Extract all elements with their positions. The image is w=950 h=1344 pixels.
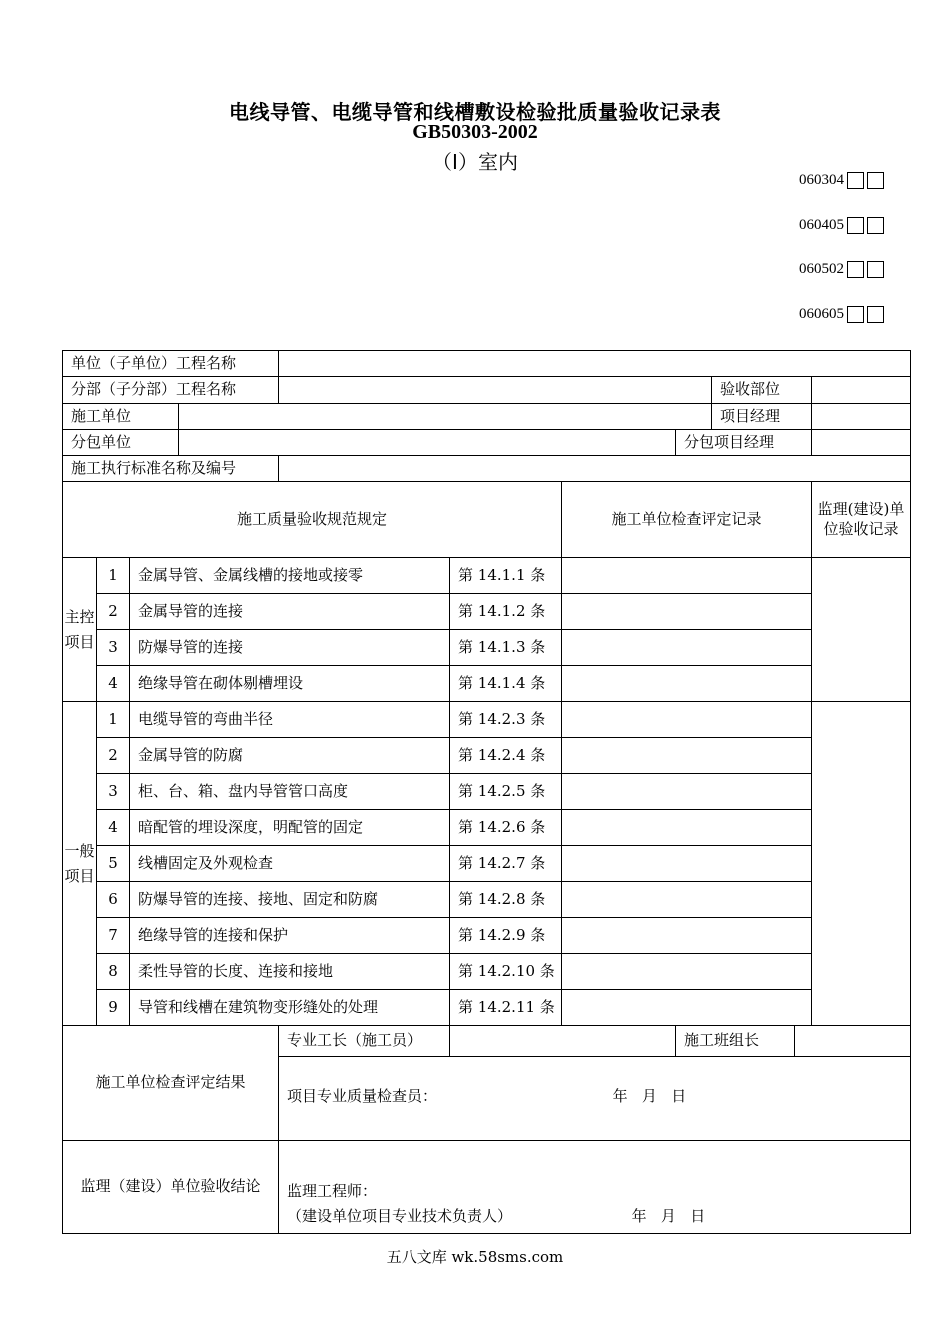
table-row <box>63 846 911 882</box>
acceptance-part-label: 验收部位 <box>712 377 812 404</box>
unit-project-name-field[interactable] <box>279 351 911 377</box>
item-number: 4 <box>97 810 130 846</box>
item-description: 线槽固定及外观检查 <box>130 846 450 882</box>
item-description: 导管和线槽在建筑物变形缝处的处理 <box>130 990 450 1026</box>
check-record-field[interactable] <box>562 810 812 846</box>
foreman-label: 专业工长（施工员） <box>279 1026 450 1057</box>
item-description: 金属导管、金属线槽的接地或接零 <box>130 558 450 594</box>
inspection-record-table <box>62 350 911 1234</box>
code-box[interactable] <box>847 217 864 234</box>
check-record-field[interactable] <box>562 630 812 666</box>
item-number: 2 <box>97 738 130 774</box>
check-record-field[interactable] <box>562 774 812 810</box>
item-clause: 第 14.2.3 条 <box>450 702 562 738</box>
foreman-field[interactable] <box>450 1026 676 1057</box>
item-clause: 第 14.2.9 条 <box>450 918 562 954</box>
check-record-field[interactable] <box>562 666 812 702</box>
table-row <box>63 594 911 630</box>
item-clause: 第 14.1.1 条 <box>450 558 562 594</box>
engineer-label: 监理工程师： <box>287 1182 378 1200</box>
subcontract-unit-label: 分包单位 <box>63 430 179 456</box>
supervision-record-field[interactable] <box>812 558 911 702</box>
footer-watermark: 五八文库 wk.58sms.com <box>386 1248 564 1266</box>
item-number: 7 <box>97 918 130 954</box>
item-description: 金属导管的防腐 <box>130 738 450 774</box>
item-clause: 第 14.2.5 条 <box>450 774 562 810</box>
acceptance-part-field[interactable] <box>812 377 911 404</box>
general-items-label: 一般项目 <box>63 702 97 1026</box>
table-row <box>63 918 911 954</box>
spec-column-header: 施工质量验收规范规定 <box>63 482 562 558</box>
unit-project-name-label: 单位（子单位）工程名称 <box>63 351 279 377</box>
check-record-field[interactable] <box>562 738 812 774</box>
subcontract-manager-field[interactable] <box>812 430 911 456</box>
form-code-row <box>799 217 884 234</box>
table-row <box>63 810 911 846</box>
item-number: 3 <box>97 774 130 810</box>
conclusion-signature-area[interactable] <box>279 1141 911 1234</box>
check-record-field[interactable] <box>562 954 812 990</box>
item-clause: 第 14.1.3 条 <box>450 630 562 666</box>
form-code-row <box>799 172 884 189</box>
standard-code: GB50303-2002 <box>412 121 538 143</box>
conclusion-date: 年 月 日 <box>631 1207 706 1225</box>
check-column-header: 施工单位检查评定记录 <box>562 482 812 558</box>
code-box[interactable] <box>867 306 884 323</box>
sub-project-name-field[interactable] <box>279 377 712 404</box>
table-row <box>63 990 911 1026</box>
table-row <box>63 558 911 594</box>
item-description: 柜、台、箱、盘内导管管口高度 <box>130 774 450 810</box>
construction-unit-label: 施工单位 <box>63 404 179 430</box>
section-label: （Ⅰ）室内 <box>432 150 518 174</box>
item-description: 绝缘导管的连接和保护 <box>130 918 450 954</box>
item-number: 1 <box>97 558 130 594</box>
form-code: 060405 <box>799 217 844 233</box>
result-date: 年 月 日 <box>612 1086 687 1105</box>
item-description: 防爆导管的连接、接地、固定和防腐 <box>130 882 450 918</box>
main-items-label: 主控项目 <box>63 558 97 702</box>
code-box[interactable] <box>847 261 864 278</box>
subcontract-unit-field[interactable] <box>179 430 676 456</box>
document-title: 电线导管、电缆导管和线槽敷设检验批质量验收记录表 <box>229 100 721 124</box>
owner-rep-label: （建设单位项目专业技术负责人） <box>287 1207 513 1225</box>
code-box[interactable] <box>847 172 864 189</box>
item-description: 金属导管的连接 <box>130 594 450 630</box>
item-description: 柔性导管的长度、连接和接地 <box>130 954 450 990</box>
item-clause: 第 14.2.10 条 <box>450 954 562 990</box>
table-row <box>63 774 911 810</box>
item-clause: 第 14.2.7 条 <box>450 846 562 882</box>
form-code: 060304 <box>799 172 844 188</box>
item-description: 暗配管的埋设深度，明配管的固定 <box>130 810 450 846</box>
table-row <box>63 882 911 918</box>
item-number: 1 <box>97 702 130 738</box>
code-box[interactable] <box>867 172 884 189</box>
item-description: 绝缘导管在砌体剔槽埋设 <box>130 666 450 702</box>
construction-unit-field[interactable] <box>179 404 712 430</box>
inspector-label: 项目专业质量检查员： <box>287 1086 438 1105</box>
table-row <box>63 702 911 738</box>
inspector-signature-area[interactable] <box>279 1057 911 1141</box>
code-box[interactable] <box>867 261 884 278</box>
check-record-field[interactable] <box>562 918 812 954</box>
item-clause: 第 14.1.4 条 <box>450 666 562 702</box>
item-description: 电缆导管的弯曲半径 <box>130 702 450 738</box>
check-record-field[interactable] <box>562 558 812 594</box>
project-manager-field[interactable] <box>812 404 911 430</box>
conclusion-label: 监理（建设）单位验收结论 <box>63 1141 279 1234</box>
table-row <box>63 954 911 990</box>
item-clause: 第 14.1.2 条 <box>450 594 562 630</box>
standard-name-field[interactable] <box>279 456 911 482</box>
subcontract-manager-label: 分包项目经理 <box>676 430 812 456</box>
item-number: 4 <box>97 666 130 702</box>
form-code: 060605 <box>799 306 844 322</box>
result-label: 施工单位检查评定结果 <box>63 1026 279 1141</box>
item-number: 3 <box>97 630 130 666</box>
check-record-field[interactable] <box>562 594 812 630</box>
check-record-field[interactable] <box>562 846 812 882</box>
item-clause: 第 14.2.4 条 <box>450 738 562 774</box>
supervision-column-header: 监理(建设)单位验收记录 <box>812 482 911 558</box>
item-number: 9 <box>97 990 130 1026</box>
item-clause: 第 14.2.11 条 <box>450 990 562 1026</box>
code-box[interactable] <box>867 217 884 234</box>
team-leader-label: 施工班组长 <box>676 1026 795 1057</box>
table-row <box>63 666 911 702</box>
check-record-field[interactable] <box>562 990 812 1026</box>
sub-project-name-label: 分部（子分部）工程名称 <box>63 377 279 404</box>
standard-name-label: 施工执行标准名称及编号 <box>63 456 279 482</box>
item-clause: 第 14.2.6 条 <box>450 810 562 846</box>
item-description: 防爆导管的连接 <box>130 630 450 666</box>
form-code: 060502 <box>799 261 844 277</box>
check-record-field[interactable] <box>562 702 812 738</box>
item-number: 5 <box>97 846 130 882</box>
form-code-row <box>799 306 884 323</box>
supervision-record-field[interactable] <box>812 702 911 1026</box>
check-record-field[interactable] <box>562 882 812 918</box>
item-clause: 第 14.2.8 条 <box>450 882 562 918</box>
team-leader-field[interactable] <box>795 1026 911 1057</box>
project-manager-label: 项目经理 <box>712 404 812 430</box>
table-row <box>63 630 911 666</box>
item-number: 2 <box>97 594 130 630</box>
item-number: 8 <box>97 954 130 990</box>
table-row <box>63 738 911 774</box>
form-code-row <box>799 261 884 278</box>
item-number: 6 <box>97 882 130 918</box>
code-box[interactable] <box>847 306 864 323</box>
